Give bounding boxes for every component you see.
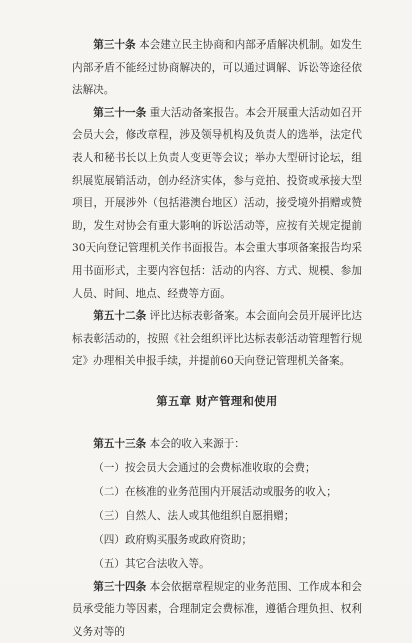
article-32-label: 第五十二条	[93, 310, 146, 322]
income-item-1: （一）按会员大会通过的会费标准收取的会费；	[72, 456, 362, 480]
income-item-2: （二）在核准的业务范围内开展活动或服务的收入；	[72, 480, 362, 504]
article-31-text: 重大活动备案报告。本会开展重大活动如召开会员大会，修改章程，涉及领导机构及负责人的选举，法定代表人和秘书长以上负责人变更等会议；举办大型研讨论坛，组织展览展销活动，创办经济实体，参与竞拍、投资或承接大型项目，开展涉外（包括港澳台地区）活动，接受境外捐赠或赞助，发生对协会有重大影响的诉讼活动等，应按有关规定提前30天向登记管理机关作书面报告。本会重大事项备案报告均采用书面形式，主要内容包括：活动的内容、方式、规模、参加人员、时间、地点、经费等方面。	[72, 107, 362, 300]
income-item-3: （三）自然人、法人或其他组织自愿捐赠；	[72, 504, 362, 528]
article-31-label: 第三十一条	[93, 107, 146, 119]
article-30-text: 本会建立民主协商和内部矛盾解决机制。如发生内部矛盾不能经过协商解决的，可以通过调解、诉讼等途径依法解决。	[72, 39, 362, 96]
article-34	[72, 576, 362, 643]
article-30-label: 第三十条	[93, 39, 135, 51]
article-31	[72, 102, 362, 305]
article-32-text: 评比达标表彰备案。本会面向会员开展评比达标表彰活动的，按照《社会组织评比达标表彰活动管理暂行规定》办理相关申报手续，并提前60天向登记管理机关备案。	[72, 310, 362, 367]
article-32	[72, 305, 362, 373]
document-body	[72, 34, 362, 643]
article-33-label: 第五十三条	[93, 438, 146, 450]
chapter-heading: 第五章 财产管理和使用	[72, 393, 362, 409]
article-34-text: 本会依据章程规定的业务范围、工作成本和会员承受能力等因素，合理制定会费标准，遵循合理负担、权利义务对等的	[72, 581, 362, 638]
article-33-text: 本会的收入来源于：	[146, 438, 245, 450]
income-item-4: （四）政府购买服务或政府资助；	[72, 528, 362, 552]
article-33	[72, 433, 362, 456]
article-30	[72, 34, 362, 102]
article-34-label: 第三十四条	[93, 581, 146, 593]
income-item-5: （五）其它合法收入等。	[72, 552, 362, 576]
